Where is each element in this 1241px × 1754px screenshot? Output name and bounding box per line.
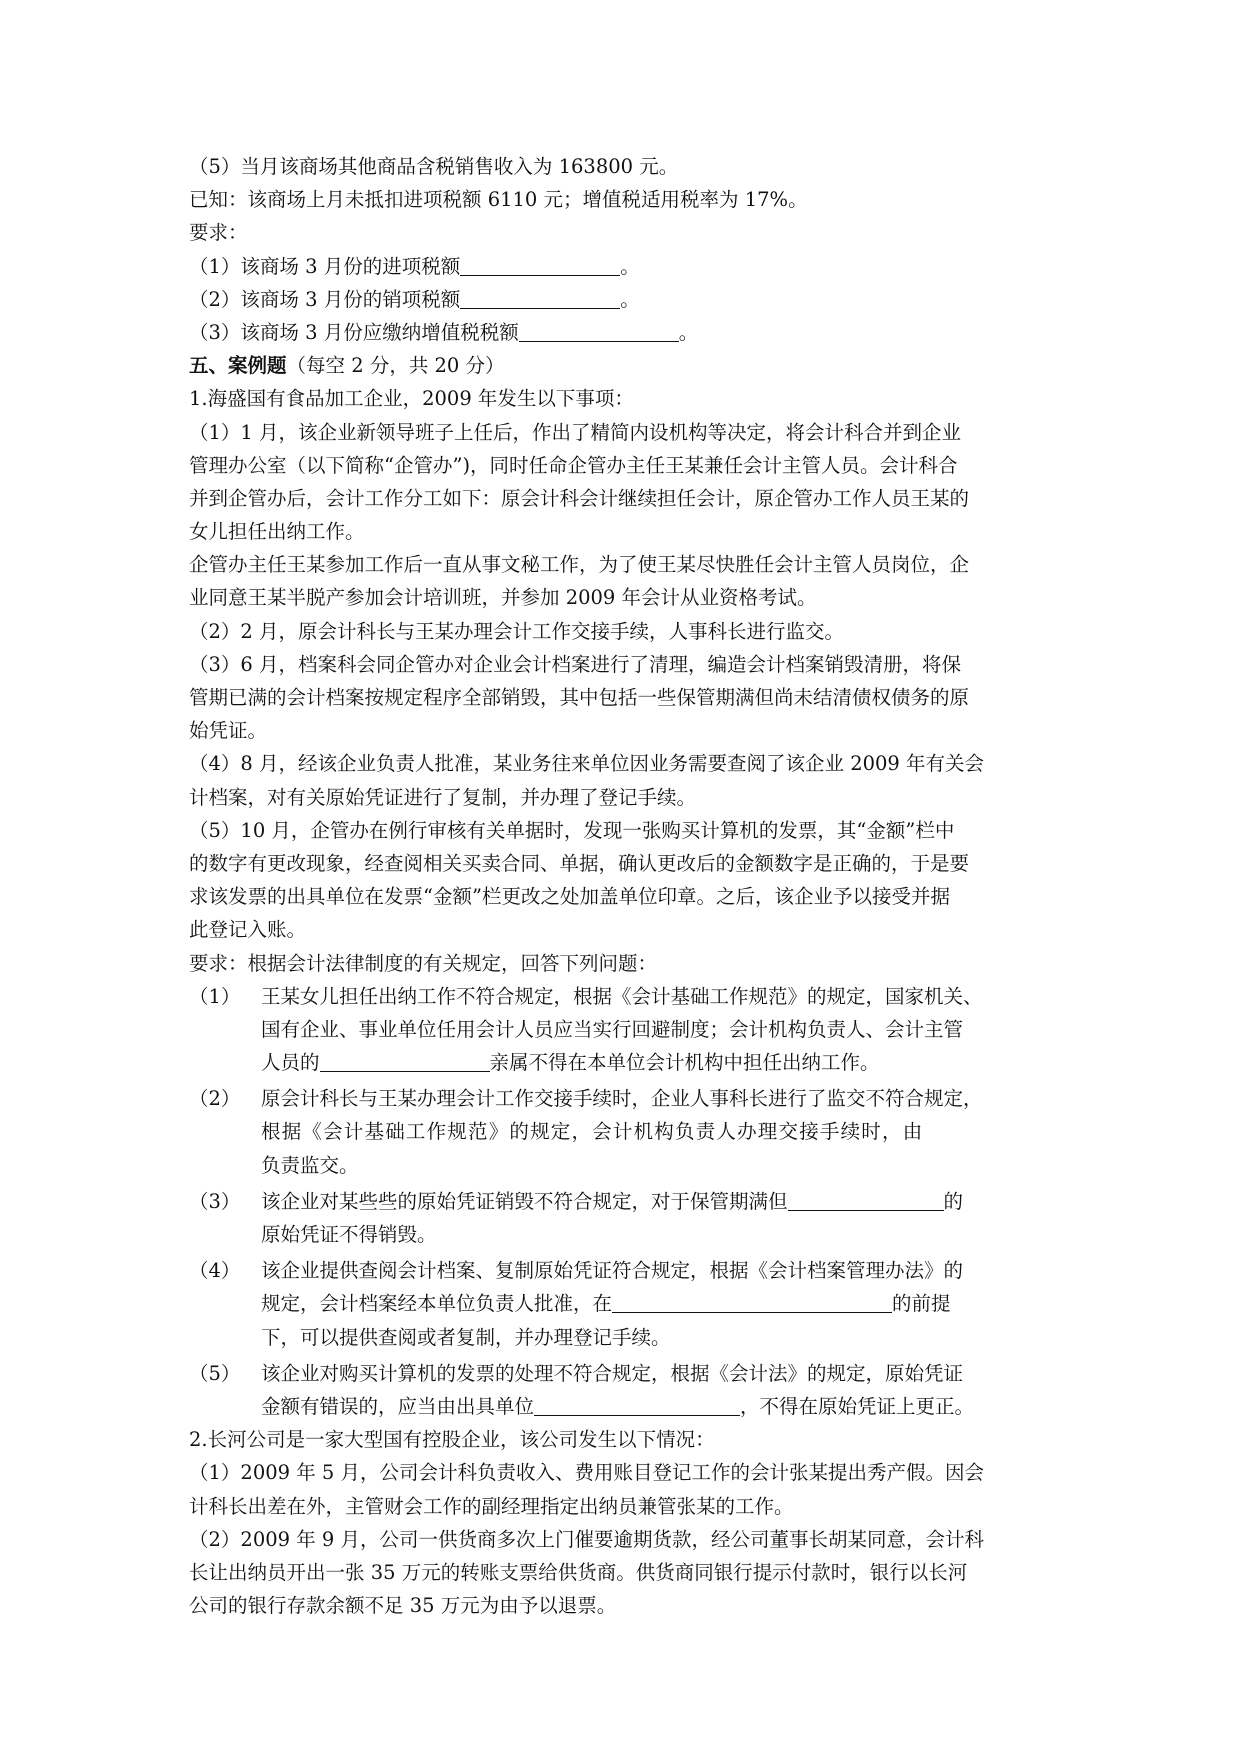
text-line: 计科长出差在外，主管财会工作的副经理指定出纳员兼管张某的工作。 <box>189 1494 794 1518</box>
answer-blank <box>460 286 620 309</box>
question-text: （3）该商场 3 月份应缴纳增值税税额 <box>189 320 519 344</box>
answer-blank <box>320 1049 490 1072</box>
question-text: （2）该商场 3 月份的销项税额 <box>189 287 461 311</box>
text-line <box>261 1185 1059 1218</box>
question-2 <box>189 283 1059 316</box>
text-line: 原始凭证不得销毁。 <box>261 1223 437 1246</box>
case-1-paragraph-4 <box>189 648 1059 748</box>
period: 。 <box>678 320 699 344</box>
answer-blank <box>788 1188 944 1211</box>
question-1 <box>189 250 1059 283</box>
answer-number: （4） <box>189 1259 241 1283</box>
text-line: （1）2009 年 5 月，公司会计科负责收入、费用账目登记工作的会计张某提出秀产假。因会 <box>189 1461 985 1485</box>
question-3 <box>189 316 1059 349</box>
period: 。 <box>620 287 640 311</box>
text-line: 企管办主任王某参加工作后一直从事文秘工作，为了使王某尽快胜任会计主管人员岗位，企 <box>189 553 970 577</box>
case-1-paragraph-5 <box>189 747 1059 813</box>
text-line: 并到企管办后，会计工作分工如下：原会计科会计继续担任会计，原企管办工作人员王某的 <box>189 486 970 510</box>
answer-number: （2） <box>189 1087 241 1111</box>
text-line: 已知：该商场上月未抵扣进项税额 6110 元；增值税适用税率为 17%。 <box>189 188 808 212</box>
text-line: 下，可以提供查阅或者复制，并办理登记手续。 <box>261 1325 671 1349</box>
text-line: （4）8 月，经该企业负责人批准，某业务往来单位因业务需要查阅了该企业 2009 年有关会 <box>189 752 985 776</box>
text-line: （3）6 月，档案科会同企管办对企业会计档案进行了清理，编造会计档案销毁清册，将保 <box>189 652 962 676</box>
case-1-paragraph-2 <box>189 548 1059 614</box>
text-line: 管期已满的会计档案按规定程序全部销毁，其中包括一些保管期满但尚未结清债权债务的原 <box>189 686 970 709</box>
text-segment: 金额有错误的，应当由出具单位 <box>261 1394 535 1418</box>
text-line: 根据《会计基础工作规范》的规定，会计机构负责人办理交接手续时，由 <box>261 1120 924 1144</box>
text-line <box>261 1287 1059 1320</box>
text-segment: ，不得在原始凭证上更正。 <box>740 1394 975 1418</box>
text-segment: 的前提 <box>892 1292 951 1316</box>
text-line: （5）当月该商场其他商品含税销售收入为 163800 元。 <box>189 155 679 178</box>
text-line: 原会计科长与王某办理会计工作交接手续时，企业人事科长进行了监交不符合规定， <box>261 1087 983 1111</box>
answer-blank <box>460 253 620 276</box>
text-segment: 人员的 <box>261 1051 320 1075</box>
text-segment: 亲属不得在本单位会计机构中担任出纳工作。 <box>489 1051 880 1075</box>
text-line: （5）10 月，企管办在例行审核有关单据时，发现一张购买计算机的发票，其“金额”栏中 <box>189 818 955 842</box>
text-line: 负责监交。 <box>261 1153 359 1177</box>
text-line: 该企业提供查阅会计档案、复制原始凭证符合规定，根据《会计档案管理办法》的 <box>261 1259 964 1283</box>
case-1-paragraph-6 <box>189 814 1059 947</box>
text-line: 此登记入账。 <box>189 918 307 942</box>
answer-blank <box>519 319 679 342</box>
answer-item-5 <box>189 1357 1059 1423</box>
text-line: 管理办公室（以下简称“企管办”)，同时任命企管办主任王某兼任会计主管人员。会计科合 <box>189 453 958 477</box>
case-1-requirement: 要求：根据会计法律制度的有关规定，回答下列问题： <box>189 951 658 975</box>
text-line <box>261 1390 1059 1423</box>
document-body <box>189 150 1059 1622</box>
answer-number: （5） <box>189 1361 241 1385</box>
text-line <box>261 1046 1059 1079</box>
answer-item-2 <box>189 1082 1059 1182</box>
text-line: 国有企业、事业单位任用会计人员应当实行回避制度；会计机构负责人、会计主管 <box>261 1017 964 1041</box>
section-title: 五、案例题 <box>189 354 287 378</box>
answer-blank <box>534 1393 740 1416</box>
section-heading <box>189 349 1059 382</box>
text-segment: 的 <box>943 1189 964 1213</box>
section-score: （每空 2 分，共 20 分） <box>286 354 505 378</box>
case-2-intro: 2.长河公司是一家大型国有控股企业，该公司发生以下情况： <box>189 1428 715 1452</box>
text-line: 的数字有更改现象，经查阅相关买卖合同、单据，确认更改后的金额数字是正确的，于是要 <box>189 851 970 875</box>
text-line: 长让出纳员开出一张 35 万元的转账支票给供货商。供货商同银行提示付款时，银行以长河 <box>189 1560 968 1584</box>
case-2-paragraph-1 <box>189 1456 1059 1522</box>
text-line: 该企业对购买计算机的发票的处理不符合规定，根据《会计法》的规定，原始凭证 <box>261 1361 964 1385</box>
case-1-paragraph-3: （2）2 月，原会计科长与王某办理会计工作交接手续，人事科长进行监交。 <box>189 619 845 643</box>
text-line: 计档案，对有关原始凭证进行了复制，并办理了登记手续。 <box>189 785 697 809</box>
text-line: （2）2009 年 9 月，公司一供货商多次上门催要逾期货款，经公司董事长胡某同意，会计科 <box>189 1527 985 1551</box>
text-line: 公司的银行存款余额不足 35 万元为由予以退票。 <box>189 1594 617 1618</box>
text-line: 业同意王某半脱产参加会计培训班，并参加 2009 年会计从业资格考试。 <box>189 586 817 610</box>
case-1-intro: 1.海盛国有食品加工企业，2009 年发生以下事项： <box>189 387 634 411</box>
text-line: （1）1 月，该企业新领导班子上任后，作出了精简内设机构等决定，将会计科合并到企业 <box>189 420 962 444</box>
answer-number: （3） <box>189 1189 241 1213</box>
text-segment: 该企业对某些些的原始凭证销毁不符合规定，对于保管期满但 <box>261 1189 788 1213</box>
text-line: 要求： <box>189 221 248 245</box>
text-line: 王某女儿担任出纳工作不符合规定，根据《会计基础工作规范》的规定，国家机关、 <box>261 984 983 1008</box>
question-text: （1）该商场 3 月份的进项税额 <box>189 254 461 278</box>
answer-number: （1） <box>189 984 241 1008</box>
case-2-paragraph-2 <box>189 1523 1059 1623</box>
answer-blank <box>612 1290 892 1313</box>
answer-item-1 <box>189 980 1059 1080</box>
period: 。 <box>620 254 640 278</box>
answer-item-3 <box>189 1185 1059 1251</box>
answer-item-4 <box>189 1254 1059 1354</box>
text-segment: 规定，会计档案经本单位负责人批准，在 <box>261 1292 613 1316</box>
case-1-paragraph-1 <box>189 416 1059 549</box>
text-line: 始凭证。 <box>189 719 268 743</box>
text-line: 求该发票的出具单位在发票“金额”栏更改之处加盖单位印章。之后，该企业予以接受并据 <box>189 885 950 909</box>
text-line: 女儿担任出纳工作。 <box>189 520 365 544</box>
